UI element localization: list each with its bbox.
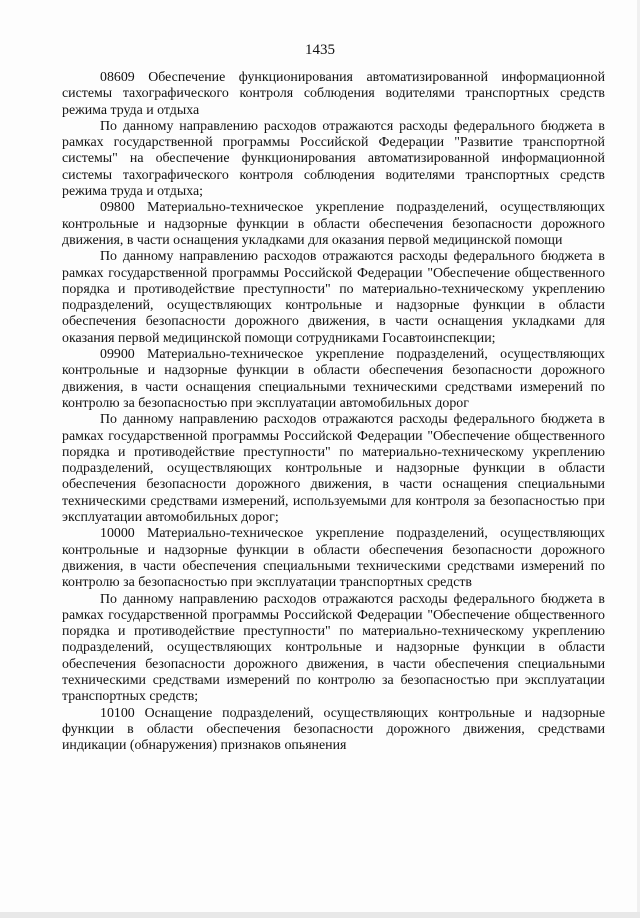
paragraph-code-08609: 08609 Обеспечение функционирования автоматизированной информационной системы тахографического контроля соблюдения водителями транспортных средств режима труда и отдыха [62, 70, 605, 118]
paragraph-code-09800: 09800 Материально-техническое укрепление подразделений, осуществляющих контрольные и надзорные функции в области обеспечения безопасности дорожного движения, в части оснащения укладками для оказания первой медицинской помощи [62, 200, 605, 248]
paragraph-code-10000: 10000 Материально-техническое укрепление подразделений, осуществляющих контрольные и надзорные функции в области обеспечения безопасности дорожного движения, в части обеспечения специальными техническими средствами измерений по контролю за безопасностью при эксплуатации транспортных средств [62, 526, 605, 591]
paragraph-description-09900: По данному направлению расходов отражаются расходы федерального бюджета в рамках государственной программы Российской Федерации "Обеспечение общественного порядка и противодействие преступности" по материально-техническому укреплению подразделений, осуществляющих контрольные и надзорные функции в области обеспечения безопасности дорожного движения, в части оснащения специальными техническими средствами измерений, используемыми для контроля за безопасностью при эксплуатации автомобильных дорог; [62, 412, 605, 526]
paragraph-code-10100: 10100 Оснащение подразделений, осуществляющих контрольные и надзорные функции в области обеспечения безопасности дорожного движения, средствами индикации (обнаружения) признаков опьянения [62, 705, 605, 754]
paragraph-code-09900: 09900 Материально-техническое укрепление подразделений, осуществляющих контрольные и надзорные функции в области обеспечения безопасности дорожного движения, в части оснащения специальными техническими средствами измерений по контролю за безопасностью при эксплуатации автомобильных дорог [62, 347, 605, 411]
page-number: 1435 [305, 42, 335, 58]
paragraph-description-10000: По данному направлению расходов отражаются расходы федерального бюджета в рамках государственной программы Российской Федерации "Обеспечение общественного порядка и противодействие преступности" по материально-техническому укреплению подразделений, осуществляющих контрольные и надзорные функции в области обеспечения безопасности дорожного движения, в части обеспечения специальными техническими средствами измерений по контролю за безопасностью при эксплуатации транспортных средств; [62, 591, 605, 705]
paragraph-description-09800: По данному направлению расходов отражаются расходы федерального бюджета в рамках государственной программы Российской Федерации "Обеспечение общественного порядка и противодействие преступности" по материально-техническому укреплению подразделений, осуществляющих контрольные и надзорные функции в области обеспечения безопасности дорожного движения, в части оснащения укладками для оказания первой медицинской помощи сотрудниками Госавтоинспекции; [62, 249, 605, 346]
scan-edge-bottom [0, 912, 640, 918]
document-body [62, 70, 605, 754]
paragraph-description-08609: По данному направлению расходов отражаются расходы федерального бюджета в рамках государственной программы Российской Федерации "Развитие транспортной системы" на обеспечение функционирования автоматизированной информационной системы тахографического контроля соблюдения водителями транспортных средств режима труда и отдыха; [62, 118, 605, 200]
